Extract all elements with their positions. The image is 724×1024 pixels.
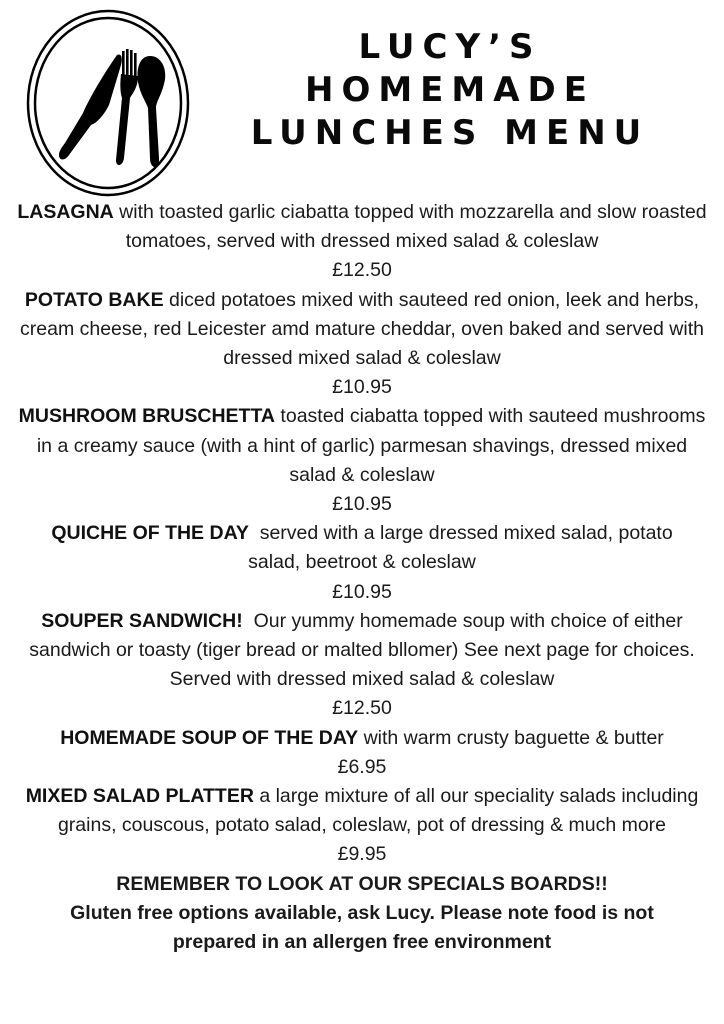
item-name: LASAGNA: [17, 201, 114, 223]
item-price: £10.95: [332, 376, 392, 399]
item-price: £12.50: [332, 697, 392, 720]
item-price: £9.95: [337, 843, 387, 866]
item-description: diced potatoes mixed with sauteed red onion, leek and herbs, cream cheese, red Leicester amd mature cheddar, oven baked and served with dressed mixed salad & coleslaw: [20, 288, 704, 370]
title-line-1: LUCY’S: [358, 27, 542, 67]
menu-item-lasagna: [14, 198, 710, 286]
item-name: QUICHE OF THE DAY: [51, 522, 249, 545]
item-description: with toasted garlic ciabatta topped with mozzarella and slow roasted tomatoes, served with dressed mixed salad & coleslaw: [113, 201, 707, 253]
item-name: POTATO BAKE: [24, 288, 164, 311]
item-price: £6.95: [337, 755, 387, 778]
menu-item-soup-of-the-day: [14, 724, 710, 782]
item-price: £12.50: [332, 259, 392, 282]
menu-item-mushroom-bruschetta: [14, 402, 710, 519]
menu-list: [14, 198, 710, 957]
item-description: Our yummy homemade soup with choice of either sandwich or toasty (tiger bread or malted bllomer) See next page for choices. Served with dressed mixed salad & coleslaw: [29, 609, 701, 691]
item-price: £10.95: [332, 580, 392, 603]
plate-cutlery-icon: [26, 8, 190, 198]
allergen-note: Gluten free options available, ask Lucy. Please note food is not prepared in an allergen free environment: [70, 901, 654, 954]
menu-item-souper-sandwich: [14, 607, 710, 724]
item-name: HOMEMADE SOUP OF THE DAY: [60, 726, 359, 749]
item-description: a large mixture of all our speciality salads including grains, couscous, potato salad, coleslaw, pot of dressing & much more: [57, 785, 699, 837]
item-name: SOUPER SANDWICH!: [41, 609, 243, 632]
menu-item-mixed-salad-platter: [14, 782, 710, 870]
menu-item-potato-bake: [14, 286, 710, 403]
item-description: served with a large dressed mixed salad, potato salad, beetroot & coleslaw: [248, 522, 679, 574]
item-name: MUSHROOM BRUSCHETTA: [18, 405, 276, 428]
item-name: MIXED SALAD PLATTER: [25, 785, 254, 808]
menu-item-quiche: [14, 519, 710, 607]
title-line-2: HOMEMADE: [304, 70, 595, 110]
item-description: with warm crusty baguette & butter: [358, 726, 664, 749]
specials-note: REMEMBER TO LOOK AT OUR SPECIALS BOARDS!!: [116, 872, 608, 895]
item-price: £10.95: [332, 493, 392, 516]
item-description: toasted ciabatta topped with sauteed mushrooms in a creamy sauce (with a hint of garlic) parmesan shavings, dressed mixed salad & coleslaw: [36, 405, 706, 486]
page-title: [240, 26, 660, 155]
title-line-3: LUNCHES MENU: [250, 113, 650, 153]
